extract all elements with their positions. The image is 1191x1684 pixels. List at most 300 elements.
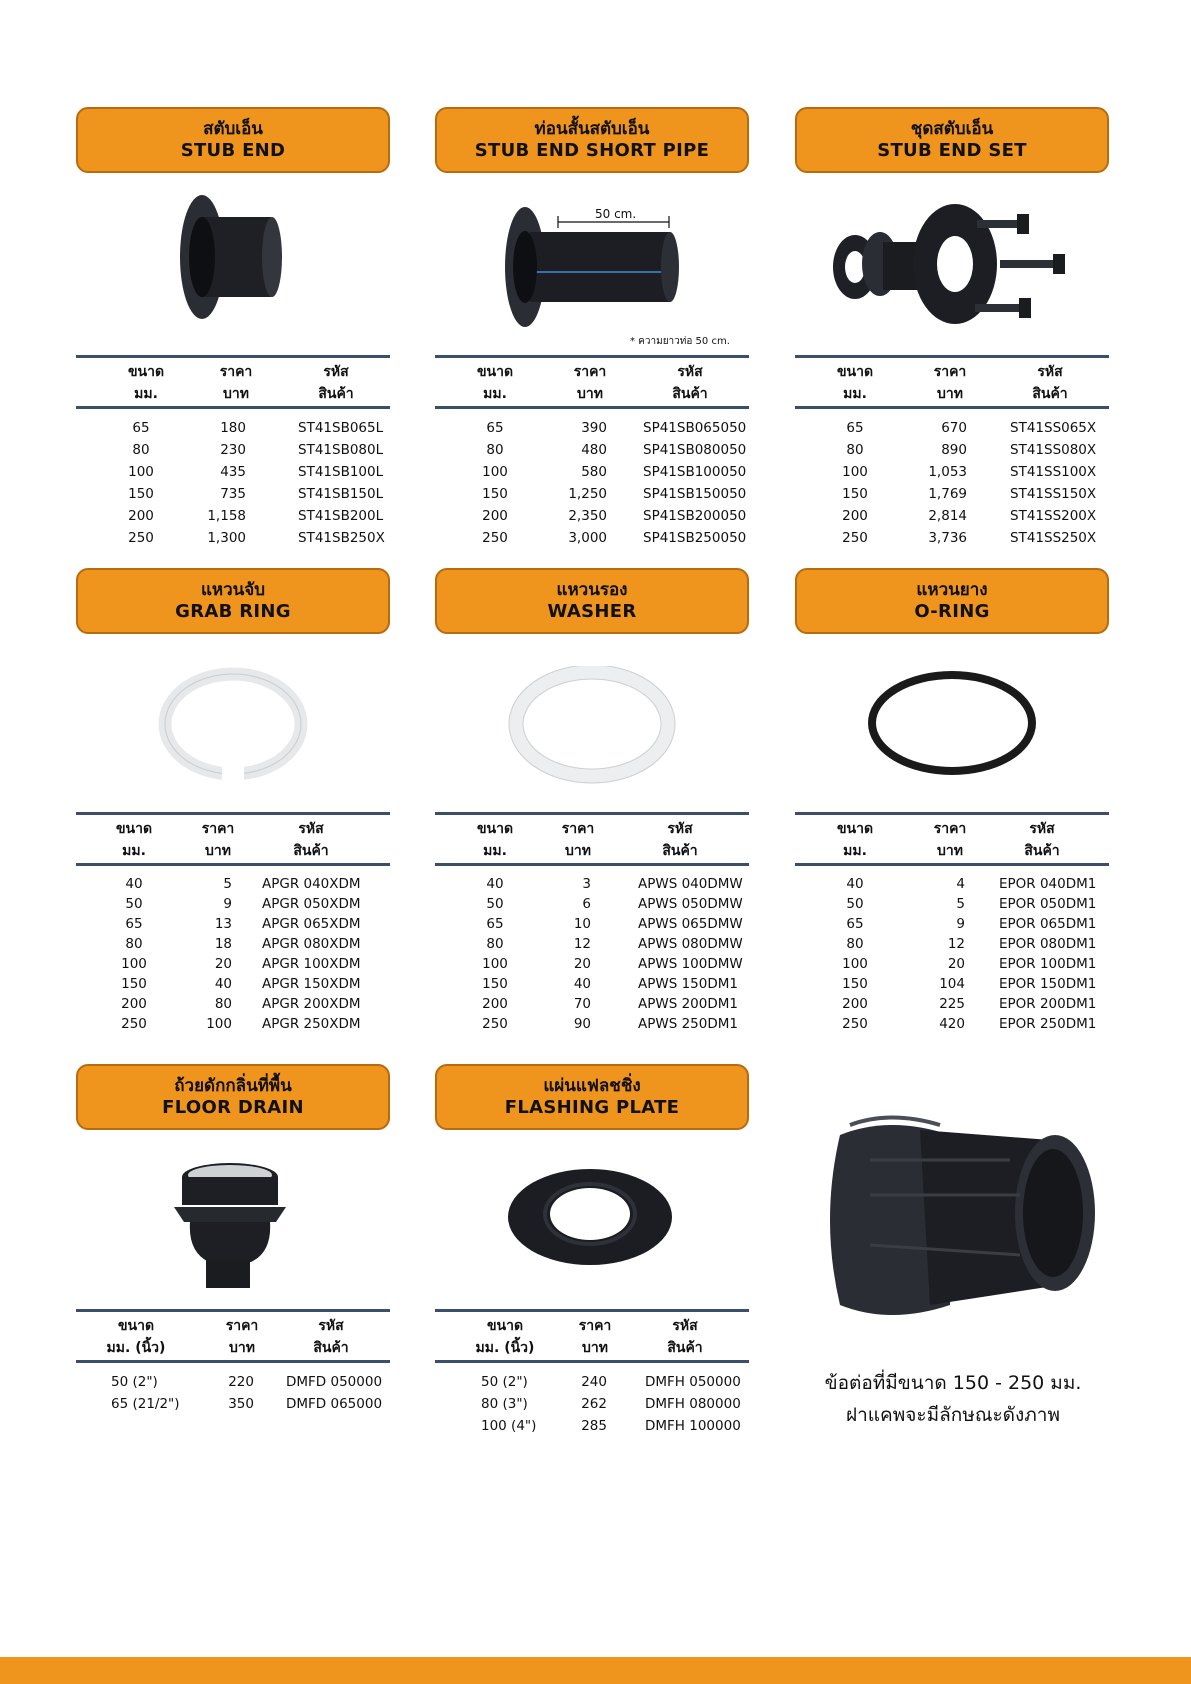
price-cell: 1,300 — [207, 530, 246, 546]
code-cell: EPOR 080DM1 — [999, 936, 1097, 952]
grab-ring-image — [76, 666, 390, 786]
flashing-plate-image — [435, 1162, 749, 1272]
short-pipe-title-en: STUB END SHORT PIPE — [474, 139, 710, 161]
price-cell: 220 — [228, 1374, 254, 1390]
price-cell: 13 — [214, 916, 232, 932]
table-row — [76, 934, 390, 954]
col-code-unit: สินค้า — [313, 1340, 349, 1356]
price-cell: 890 — [941, 442, 967, 458]
price-cell: 390 — [581, 420, 607, 436]
code-cell: EPOR 250DM1 — [999, 1016, 1097, 1032]
table-header — [435, 358, 749, 406]
size-cell: 100 (4") — [481, 1418, 537, 1434]
table-row — [76, 914, 390, 934]
price-cell: 670 — [941, 420, 967, 436]
code-cell: ST41SS080X — [1010, 442, 1097, 458]
o-ring-image — [795, 668, 1109, 783]
size-cell: 200 — [482, 508, 508, 524]
short-pipe-header — [435, 107, 749, 173]
coupler-caption-line-2: ฝาแคพจะมีลักษณะดังภาพ — [846, 1404, 1060, 1426]
size-cell: 80 — [846, 442, 864, 458]
table-rule-mid — [435, 1360, 749, 1363]
table-row — [76, 439, 390, 461]
code-cell: EPOR 200DM1 — [999, 996, 1097, 1012]
table-row — [795, 934, 1109, 954]
table-row — [76, 483, 390, 505]
code-cell: EPOR 040DM1 — [999, 876, 1097, 892]
code-cell: ST41SB100L — [298, 464, 384, 480]
code-cell: SP41SB200050 — [643, 508, 747, 524]
o-ring-table — [795, 812, 1109, 1034]
price-cell: 18 — [214, 936, 232, 952]
price-cell: 2,350 — [568, 508, 607, 524]
size-cell: 65 — [486, 420, 504, 436]
price-cell: 735 — [220, 486, 246, 502]
col-size-unit: มม. — [483, 843, 507, 859]
table-row — [795, 874, 1109, 894]
price-cell: 40 — [214, 976, 232, 992]
size-cell: 80 — [486, 936, 504, 952]
short-pipe-note: * ความยาวท่อ 50 cm. — [630, 336, 730, 347]
col-size-unit: มม. (นิ้ว) — [106, 1340, 166, 1356]
table-header — [76, 815, 390, 863]
code-cell: APGR 040XDM — [262, 876, 361, 892]
washer-table — [435, 812, 749, 1034]
col-price-unit: บาท — [205, 843, 231, 859]
col-price-label: ราคา — [578, 1318, 612, 1334]
size-cell: 40 — [486, 876, 504, 892]
code-cell: APWS 065DMW — [638, 916, 743, 932]
price-cell: 1,158 — [207, 508, 246, 524]
col-size-label: ขนาด — [476, 364, 514, 380]
washer-header — [435, 568, 749, 634]
table-row — [795, 914, 1109, 934]
size-cell: 50 (2") — [111, 1374, 158, 1390]
size-cell: 100 — [128, 464, 154, 480]
col-size-unit: มม. — [122, 843, 146, 859]
table-row — [76, 505, 390, 527]
floor-drain-image — [76, 1162, 390, 1292]
size-cell: 65 — [486, 916, 504, 932]
price-cell: 285 — [581, 1418, 607, 1434]
price-cell: 70 — [573, 996, 591, 1012]
size-cell: 250 — [842, 530, 868, 546]
table-row — [435, 954, 749, 974]
code-cell: APGR 200XDM — [262, 996, 361, 1012]
grab-ring-header — [76, 568, 390, 634]
table-header — [76, 1312, 390, 1360]
stub-end-set-table — [795, 355, 1109, 549]
price-cell: 10 — [573, 916, 591, 932]
price-cell: 435 — [220, 464, 246, 480]
col-size-label: ขนาด — [476, 821, 514, 837]
code-cell: DMFD 050000 — [286, 1374, 383, 1390]
code-cell: DMFD 065000 — [286, 1396, 383, 1412]
col-code-label: รหัส — [672, 1318, 698, 1334]
table-header — [435, 1312, 749, 1360]
stub-end-table — [76, 355, 390, 549]
table-row — [76, 894, 390, 914]
price-cell: 2,814 — [928, 508, 967, 524]
price-cell: 40 — [573, 976, 591, 992]
table-row — [795, 505, 1109, 527]
price-cell: 5 — [223, 876, 232, 892]
table-row — [435, 934, 749, 954]
floor-drain-table — [76, 1309, 390, 1415]
stub-end-set-image — [795, 202, 1109, 337]
price-cell: 104 — [939, 976, 965, 992]
size-cell: 150 — [842, 486, 868, 502]
floor-drain-title-th: ถ้วยดักกลิ่นที่พื้น — [174, 1075, 292, 1096]
table-row — [435, 483, 749, 505]
table-row — [76, 1393, 390, 1415]
table-row — [435, 874, 749, 894]
col-size-label: ขนาด — [115, 821, 153, 837]
code-cell: DMFH 050000 — [645, 1374, 741, 1390]
short-pipe-title-th: ท่อนสั้นสตับเอ็น — [534, 118, 650, 139]
table-row — [76, 1014, 390, 1034]
code-cell: ST41SB200L — [298, 508, 384, 524]
code-cell: APGR 065XDM — [262, 916, 361, 932]
col-price-unit: บาท — [937, 386, 963, 402]
col-size-unit: มม. — [843, 843, 867, 859]
code-cell: SP41SB150050 — [643, 486, 747, 502]
grab-ring-title-th: แหวนจับ — [200, 579, 266, 600]
coupler-caption — [796, 1367, 1110, 1431]
table-header — [795, 815, 1109, 863]
code-cell: ST41SS100X — [1010, 464, 1097, 480]
price-cell: 12 — [573, 936, 591, 952]
code-cell: ST41SS150X — [1010, 486, 1097, 502]
col-size-label: ขนาด — [836, 821, 874, 837]
short-pipe-table — [435, 355, 749, 549]
price-cell: 80 — [214, 996, 232, 1012]
size-cell: 80 — [486, 442, 504, 458]
size-cell: 50 — [846, 896, 864, 912]
size-cell: 100 — [842, 956, 868, 972]
table-header — [76, 358, 390, 406]
size-cell: 250 — [482, 530, 508, 546]
table-row — [435, 1371, 749, 1393]
col-size-unit: มม. (นิ้ว) — [475, 1340, 535, 1356]
table-row — [795, 994, 1109, 1014]
table-rule-mid — [76, 863, 390, 866]
col-price-unit: บาท — [223, 386, 249, 402]
stub-end-set-title-en: STUB END SET — [877, 139, 1027, 161]
size-cell: 100 — [121, 956, 147, 972]
code-cell: APWS 080DMW — [638, 936, 743, 952]
price-cell: 100 — [206, 1016, 232, 1032]
col-price-label: ราคา — [201, 821, 235, 837]
price-cell: 3,736 — [928, 530, 967, 546]
size-cell: 100 — [482, 464, 508, 480]
code-cell: APGR 250XDM — [262, 1016, 361, 1032]
table-row — [795, 954, 1109, 974]
col-code-unit: สินค้า — [672, 386, 708, 402]
table-row — [795, 894, 1109, 914]
size-cell: 100 — [482, 956, 508, 972]
code-cell: APGR 100XDM — [262, 956, 361, 972]
size-cell: 200 — [842, 508, 868, 524]
table-row — [435, 505, 749, 527]
table-row — [435, 994, 749, 1014]
code-cell: ST41SB250X — [298, 530, 385, 546]
size-cell: 250 — [128, 530, 154, 546]
table-body — [76, 874, 390, 1034]
table-row — [76, 974, 390, 994]
col-size-label: ขนาด — [117, 1318, 155, 1334]
col-price-label: ราคา — [219, 364, 253, 380]
price-cell: 420 — [939, 1016, 965, 1032]
flashing-plate-header — [435, 1064, 749, 1130]
table-row — [795, 417, 1109, 439]
table-row — [795, 527, 1109, 549]
size-cell: 65 — [846, 420, 864, 436]
washer-title-en: WASHER — [547, 600, 637, 622]
price-cell: 20 — [214, 956, 232, 972]
col-code-unit: สินค้า — [662, 843, 698, 859]
size-cell: 100 — [842, 464, 868, 480]
size-cell: 150 — [482, 486, 508, 502]
code-cell: DMFH 080000 — [645, 1396, 741, 1412]
col-code-unit: สินค้า — [667, 1340, 703, 1356]
col-price-label: ราคา — [933, 821, 967, 837]
flashing-plate-title-th: แผ่นแฟลชชิ่ง — [543, 1075, 641, 1096]
code-cell: APWS 040DMW — [638, 876, 743, 892]
price-cell: 350 — [228, 1396, 254, 1412]
stub-end-image — [76, 195, 390, 335]
code-cell: SP41SB250050 — [643, 530, 747, 546]
price-cell: 225 — [939, 996, 965, 1012]
stub-end-set-title-th: ชุดสตับเอ็น — [910, 118, 994, 139]
col-size-label: ขนาด — [127, 364, 165, 380]
table-row — [435, 461, 749, 483]
table-rule-mid — [76, 1360, 390, 1363]
code-cell: ST41SB150L — [298, 486, 384, 502]
size-cell: 200 — [482, 996, 508, 1012]
code-cell: APWS 100DMW — [638, 956, 743, 972]
coupler-image — [810, 1105, 1115, 1325]
stub-end-header — [76, 107, 390, 173]
price-cell: 3,000 — [568, 530, 607, 546]
size-cell: 40 — [125, 876, 143, 892]
size-cell: 50 — [486, 896, 504, 912]
col-code-unit: สินค้า — [318, 386, 354, 402]
table-row — [795, 974, 1109, 994]
size-cell: 80 (3") — [481, 1396, 528, 1412]
short-pipe-image — [435, 202, 749, 337]
code-cell: SP41SB100050 — [643, 464, 747, 480]
size-cell: 250 — [842, 1016, 868, 1032]
table-row — [76, 954, 390, 974]
short-pipe-dimension-label: 50 cm. — [595, 207, 637, 221]
floor-drain-title-en: FLOOR DRAIN — [162, 1096, 304, 1118]
code-cell: APWS 250DM1 — [638, 1016, 738, 1032]
col-price-unit: บาท — [577, 386, 603, 402]
table-row — [795, 461, 1109, 483]
size-cell: 150 — [128, 486, 154, 502]
table-row — [435, 914, 749, 934]
code-cell: ST41SB065L — [298, 420, 384, 436]
code-cell: DMFH 100000 — [645, 1418, 741, 1434]
o-ring-title-th: แหวนยาง — [916, 579, 988, 600]
o-ring-header — [795, 568, 1109, 634]
price-cell: 1,769 — [928, 486, 967, 502]
col-size-unit: มม. — [483, 386, 507, 402]
code-cell: APWS 150DM1 — [638, 976, 738, 992]
code-cell: APWS 200DM1 — [638, 996, 738, 1012]
size-cell: 40 — [846, 876, 864, 892]
size-cell: 150 — [482, 976, 508, 992]
size-cell: 65 — [846, 916, 864, 932]
price-cell: 9 — [956, 916, 965, 932]
price-cell: 20 — [947, 956, 965, 972]
table-row — [76, 417, 390, 439]
col-code-label: รหัส — [1029, 821, 1055, 837]
price-cell: 580 — [581, 464, 607, 480]
code-cell: APGR 050XDM — [262, 896, 361, 912]
col-size-unit: มม. — [134, 386, 158, 402]
size-cell: 80 — [846, 936, 864, 952]
code-cell: SP41SB080050 — [643, 442, 747, 458]
size-cell: 200 — [121, 996, 147, 1012]
grab-ring-title-en: GRAB RING — [175, 600, 291, 622]
table-rule-mid — [76, 406, 390, 409]
table-row — [795, 1014, 1109, 1034]
table-body — [795, 417, 1109, 549]
table-row — [435, 1014, 749, 1034]
price-cell: 240 — [581, 1374, 607, 1390]
footer-bar — [0, 1657, 1191, 1684]
size-cell: 80 — [125, 936, 143, 952]
table-row — [435, 974, 749, 994]
table-row — [76, 461, 390, 483]
price-cell: 1,250 — [568, 486, 607, 502]
table-row — [795, 439, 1109, 461]
flashing-plate-title-en: FLASHING PLATE — [504, 1096, 680, 1118]
col-code-unit: สินค้า — [293, 843, 329, 859]
table-row — [435, 1393, 749, 1415]
table-row — [435, 527, 749, 549]
code-cell: ST41SS250X — [1010, 530, 1097, 546]
size-cell: 150 — [121, 976, 147, 992]
size-cell: 250 — [482, 1016, 508, 1032]
col-price-unit: บาท — [229, 1340, 255, 1356]
code-cell: ST41SS065X — [1010, 420, 1097, 436]
size-cell: 200 — [842, 996, 868, 1012]
flashing-plate-table — [435, 1309, 749, 1437]
code-cell: APGR 150XDM — [262, 976, 361, 992]
col-price-label: ราคา — [225, 1318, 259, 1334]
table-row — [76, 994, 390, 1014]
price-cell: 3 — [582, 876, 591, 892]
table-rule-mid — [435, 863, 749, 866]
table-rule-mid — [795, 863, 1109, 866]
table-body — [435, 417, 749, 549]
col-price-label: ราคา — [573, 364, 607, 380]
price-cell: 262 — [581, 1396, 607, 1412]
col-code-label: รหัส — [667, 821, 693, 837]
col-price-label: ราคา — [933, 364, 967, 380]
price-cell: 9 — [223, 896, 232, 912]
grab-ring-table — [76, 812, 390, 1034]
table-row — [435, 439, 749, 461]
price-cell: 6 — [582, 896, 591, 912]
code-cell: ST41SS200X — [1010, 508, 1097, 524]
table-body — [435, 1371, 749, 1437]
stub-end-set-header — [795, 107, 1109, 173]
table-row — [76, 874, 390, 894]
code-cell: EPOR 150DM1 — [999, 976, 1097, 992]
o-ring-title-en: O-RING — [914, 600, 990, 622]
col-code-label: รหัส — [677, 364, 703, 380]
size-cell: 150 — [842, 976, 868, 992]
code-cell: EPOR 050DM1 — [999, 896, 1097, 912]
size-cell: 80 — [132, 442, 150, 458]
table-row — [76, 527, 390, 549]
table-header — [795, 358, 1109, 406]
price-cell: 1,053 — [928, 464, 967, 480]
table-body — [76, 417, 390, 549]
size-cell: 65 — [125, 916, 143, 932]
table-row — [435, 417, 749, 439]
floor-drain-header — [76, 1064, 390, 1130]
price-cell: 180 — [220, 420, 246, 436]
price-cell: 480 — [581, 442, 607, 458]
table-rule-mid — [795, 406, 1109, 409]
table-row — [795, 483, 1109, 505]
size-cell: 65 — [132, 420, 150, 436]
washer-image — [435, 666, 749, 786]
table-body — [795, 874, 1109, 1034]
code-cell: EPOR 100DM1 — [999, 956, 1097, 972]
code-cell: ST41SB080L — [298, 442, 384, 458]
col-code-label: รหัส — [298, 821, 324, 837]
col-price-unit: บาท — [937, 843, 963, 859]
washer-title-th: แหวนรอง — [556, 579, 628, 600]
col-size-label: ขนาด — [836, 364, 874, 380]
size-cell: 250 — [121, 1016, 147, 1032]
size-cell: 200 — [128, 508, 154, 524]
col-code-label: รหัส — [318, 1318, 344, 1334]
col-price-unit: บาท — [565, 843, 591, 859]
col-code-unit: สินค้า — [1024, 843, 1060, 859]
size-cell: 50 (2") — [481, 1374, 528, 1390]
code-cell: APWS 050DMW — [638, 896, 743, 912]
col-code-label: รหัส — [1037, 364, 1063, 380]
coupler-caption-line-1: ข้อต่อที่มีขนาด 150 - 250 มม. — [824, 1372, 1082, 1394]
table-rule-mid — [435, 406, 749, 409]
price-cell: 4 — [956, 876, 965, 892]
price-cell: 5 — [956, 896, 965, 912]
table-body — [76, 1371, 390, 1415]
table-row — [435, 894, 749, 914]
col-size-unit: มม. — [843, 386, 867, 402]
table-row — [76, 1371, 390, 1393]
price-cell: 12 — [947, 936, 965, 952]
col-size-label: ขนาด — [486, 1318, 524, 1334]
col-price-unit: บาท — [582, 1340, 608, 1356]
table-header — [435, 815, 749, 863]
code-cell: SP41SB065050 — [643, 420, 747, 436]
stub-end-title-th: สตับเอ็น — [203, 118, 263, 139]
size-cell: 50 — [125, 896, 143, 912]
price-cell: 230 — [220, 442, 246, 458]
table-row — [435, 1415, 749, 1437]
price-cell: 90 — [573, 1016, 591, 1032]
col-code-unit: สินค้า — [1032, 386, 1068, 402]
price-cell: 20 — [573, 956, 591, 972]
